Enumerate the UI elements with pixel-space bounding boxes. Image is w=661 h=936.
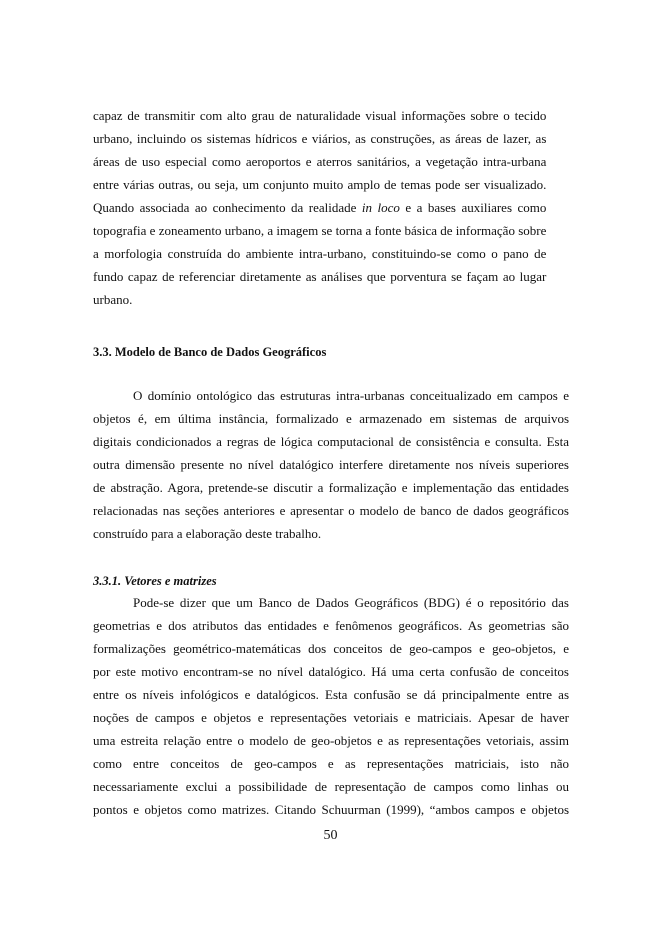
text-line: digitais condicionados a regras de lógica computacional de consistência e consulta. Esta (93, 434, 569, 449)
text-line: Pode-se dizer que um Banco de Dados Geográficos (BDG) é o repositório das (133, 595, 569, 610)
text-line: a morfologia construída do ambiente intra-urbano, constituindo-se como o pano de (93, 246, 547, 261)
text-line: pontos e objetos como matrizes. Citando Schuurman (1999), “ambos campos e objetos (93, 802, 569, 817)
text-line: como entre conceitos de geo-campos e as representações matriciais, isto não (93, 756, 569, 771)
text-line: fundo capaz de referenciar diretamente as análises que porventura se façam ao lugar (93, 269, 547, 284)
text-line: relacionadas nas seções anteriores e apresentar o modelo de banco de dados geográficos (93, 503, 569, 518)
text-line: necessariamente exclui a possibilidade de representação de campos como linhas ou (93, 779, 569, 794)
text-line: urbano. (93, 292, 133, 307)
text-line: urbano, incluindo os sistemas hídricos e viários, as construções, as áreas de lazer, as (93, 131, 547, 146)
text-line: O domínio ontológico das estruturas intra-urbanas conceitualizado em campos e (133, 388, 569, 403)
page-number: 50 (323, 828, 338, 843)
emphasis-text: in loco (361, 200, 400, 215)
paragraph-ontology (93, 384, 569, 545)
section-heading: 3.3. Modelo de Banco de Dados Geográficos (93, 345, 327, 359)
text-line: áreas de uso especial como aeroportos e aterros sanitários, a vegetação intra-urbana (93, 154, 547, 169)
text-line: topografia e zoneamento urbano, a imagem se torna a fonte básica de informação sobre (93, 223, 547, 238)
text-line: geometrias e dos atributos das entidades e fenômenos geográficos. As geometrias são (93, 618, 569, 633)
text-line: entre os níveis infológicos e datalógicos. Esta confusão se dá principalmente entre as (93, 687, 569, 702)
text-line: noções de campos e objetos e representações vetoriais e matriciais. Apesar de haver (93, 710, 569, 725)
text-line: Quando associada ao conhecimento da realidade in loco e a bases auxiliares como (93, 200, 547, 215)
text-line: capaz de transmitir com alto grau de naturalidade visual informações sobre o tecido (93, 108, 547, 123)
text-line: construído para a elaboração deste trabalho. (93, 526, 322, 541)
text-line: outra dimensão presente no nível datalógico interfere diretamente nos níveis superiores (93, 457, 569, 472)
text-line: objetos é, em última instância, formalizado e armazenado em sistemas de arquivos (93, 411, 569, 426)
text-line: formalizações geométrico-matemáticas dos conceitos de geo-campos e geo-objetos, e (93, 641, 569, 656)
paragraph-intro (93, 104, 546, 311)
text-line: uma estreita relação entre o modelo de geo-objetos e as representações vetoriais, assim (93, 733, 569, 748)
paragraph-vectors (93, 591, 569, 821)
text-line: entre várias outras, ou seja, um conjunto muito amplo de temas pode ser visualizado. (93, 177, 547, 192)
text-line: por este motivo encontram-se no nível datalógico. Há uma certa confusão de conceitos (93, 664, 569, 679)
text-line: de abstração. Agora, pretende-se discutir a formalização e implementação das entidades (93, 480, 569, 495)
subsection-heading: 3.3.1. Vetores e matrizes (93, 574, 217, 588)
